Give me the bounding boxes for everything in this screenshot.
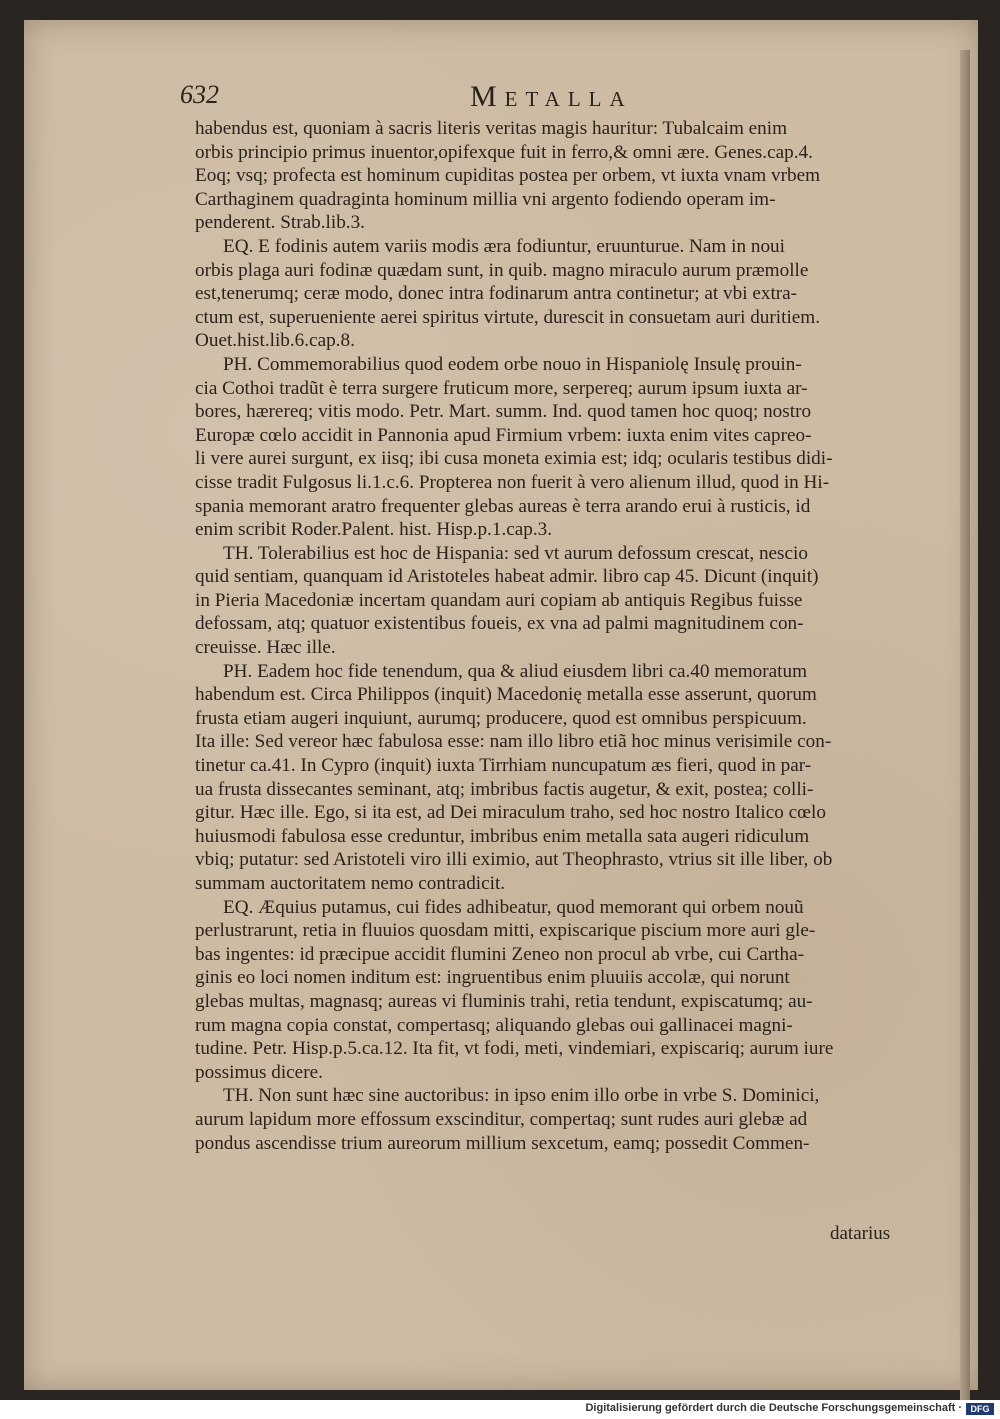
text-line: gitur. Hæc ille. Ego, si ita est, ad Dei miraculum traho, sed hoc nostro Italico cœlo bbox=[195, 802, 826, 824]
text-line: ginis eo loci nomen inditum est: ingruentibus enim pluuiis accolæ, qui norunt bbox=[195, 967, 790, 989]
text-line: Europæ cœlo accidit in Pannonia apud Firmium vrbem: iuxta enim vites capreo- bbox=[195, 424, 812, 446]
text-line: habendum est. Circa Philippos (inquit) Macedonię metalla esse asserunt, quorum bbox=[195, 684, 817, 706]
text-line: Eoq; vsq; profecta est hominum cupiditas postea per orbem, vt iuxta vnam vrbem bbox=[195, 165, 821, 187]
text-line: in Pieria Macedoniæ incertam quandam auri copiam ab antiquis Regibus fuisse bbox=[195, 589, 803, 611]
text-line: tinetur ca.41. In Cypro (inquit) iuxta Tirrhiam nuncupatum æs fieri, quod in par- bbox=[195, 755, 812, 777]
text-line: cisse tradit Fulgosus li.1.c.6. Propterea non fuerit à vero alienum illud, quod in Hi- bbox=[195, 471, 830, 493]
text-line: TH. Non sunt hæc sine auctoribus: in ipso enim illo orbe in vrbe S. Dominici, bbox=[223, 1085, 820, 1107]
text-line: quid sentiam, quanquam id Aristoteles habeat admir. libro cap 45. Dicunt (inquit) bbox=[195, 566, 819, 588]
page-number: 632 bbox=[180, 80, 219, 109]
text-line: tudine. Petr. Hisp.p.5.ca.12. Ita fit, vt fodi, meti, vindemiari, expiscariq; aurum iure bbox=[195, 1038, 834, 1060]
catchword: datarius bbox=[830, 1223, 891, 1244]
page-header bbox=[180, 80, 910, 120]
text-line: bas ingentes: id præcipue accidit flumini Zeneo non procul ab vrbe, cui Cartha- bbox=[195, 943, 805, 965]
text-line: TH. Tolerabilius est hoc de Hispania: sed vt aurum defossum crescat, nescio bbox=[223, 542, 808, 564]
text-line: bores, hærereq; vitis modo. Petr. Mart. summ. Ind. quod tamen hoc quoq; nostro bbox=[195, 401, 812, 423]
text-line: vbiq; putatur: sed Aristoteli viro illi eximio, aut Theophrasto, vtrius sit ille liber, ob bbox=[195, 849, 833, 871]
running-title: Metalla bbox=[470, 80, 633, 113]
text-line: glebas multas, magnasq; aureas vi fluminis trahi, retia tendunt, expiscatumq; au- bbox=[195, 990, 813, 1012]
text-line: spania memorant aratro frequenter glebas aureas è terra arando erui à rusticis, id bbox=[195, 495, 811, 517]
text-line: Ouet.hist.lib.6.cap.8. bbox=[195, 330, 355, 352]
footer-bar bbox=[0, 1400, 1000, 1419]
text-line: defossam, atq; quatuor existentibus foueis, ex vna ad palmi magnitudinem con- bbox=[195, 613, 804, 635]
text-line: pondus ascendisse trium aureorum millium sexcetum, eamq; possedit Commen- bbox=[195, 1132, 810, 1154]
text-line: Carthaginem quadraginta hominum millia vni argento fodiendo operam im- bbox=[195, 188, 776, 210]
page-edge-shadow bbox=[960, 50, 970, 1400]
text-line: perlustrarunt, retia in fluuios quosdam mitti, expiscarique piscium more auri gle- bbox=[195, 920, 816, 942]
text-line: huiusmodi fabulosa esse creduntur, imbribus enim metalla sata augeri ridiculum bbox=[195, 825, 810, 847]
text-line: summam auctoritatem nemo contradicit. bbox=[195, 873, 506, 894]
text-line: EQ. E fodinis autem variis modis æra fodiuntur, eruunturue. Nam in noui bbox=[223, 235, 785, 257]
text-line: orbis plaga auri fodinæ quædam sunt, in quib. magno miraculo aurum præmolle bbox=[195, 259, 809, 281]
text-line: cia Cothoi tradũt è terra surgere fruticum more, serpereq; aurum ipsum iuxta ar- bbox=[195, 377, 808, 399]
text-line: Ita ille: Sed vereor hæc fabulosa esse: nam illo libro etiã hoc minus verisimile con- bbox=[195, 731, 832, 753]
text-line: EQ. Æquius putamus, cui fides adhibeatur, quod memorant qui orbem nouũ bbox=[223, 896, 804, 918]
text-line: penderent. Strab.lib.3. bbox=[195, 212, 365, 234]
text-line: PH. Eadem hoc fide tenendum, qua & aliud eiusdem libri ca.40 memoratum bbox=[223, 660, 808, 682]
text-line: possimus dicere. bbox=[195, 1061, 323, 1083]
text-line: ua frusta dissecantes seminant, atq; imbribus factis augetur, & exit, postea; colli- bbox=[195, 778, 814, 800]
text-line: orbis principio primus inuentor,opifexque fuit in ferro,& omni ære. Genes.cap.4. bbox=[195, 141, 813, 163]
text-line: aurum lapidum more effossum exscinditur, compertaq; sunt rudes auri glebæ ad bbox=[195, 1108, 808, 1130]
dfg-logo-icon: DFG bbox=[966, 1403, 994, 1415]
text-line: li vere aurei surgunt, ex iisq; ibi cusa moneta eximia est; idq; ocularis testibus didi- bbox=[195, 448, 833, 470]
text-line: PH. Commemorabilius quod eodem orbe nouo in Hispaniolę Insulę prouin- bbox=[223, 353, 802, 375]
text-line: enim scribit Roder.Palent. hist. Hisp.p.1.cap.3. bbox=[195, 519, 553, 541]
text-line: frusta etiam augeri inquiunt, aurumq; producere, quod est omnibus perspicuum. bbox=[195, 707, 807, 729]
text-line: habendus est, quoniam à sacris literis veritas magis hauritur: Tubalcaim enim bbox=[195, 118, 788, 139]
text-line: ctum est, superueniente aerei spiritus virtute, durescit in consuetam auri duritiem. bbox=[195, 306, 821, 328]
body-text bbox=[195, 117, 925, 1155]
text-line: est,tenerumq; ceræ modo, donec intra fodinarum antra continetur; at vbi extra- bbox=[195, 283, 798, 305]
text-line: rum magna copia constat, compertasq; aliquando glebas oui gallinacei magni- bbox=[195, 1014, 793, 1036]
funding-credit: Digitalisierung gefördert durch die Deutsche Forschungsgemeinschaft · bbox=[585, 1402, 962, 1414]
text-line: creuisse. Hæc ille. bbox=[195, 637, 336, 659]
